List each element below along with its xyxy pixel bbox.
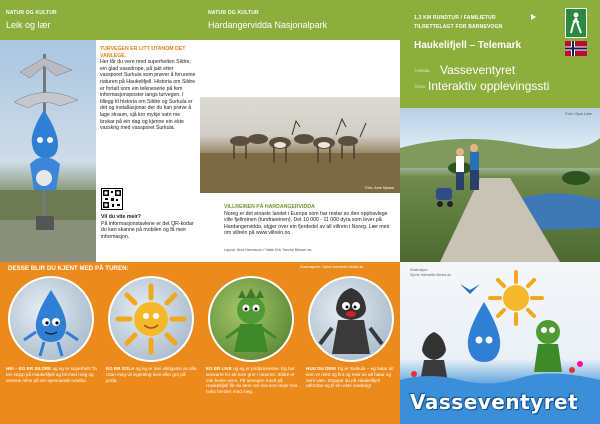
qr-heading: Vil du vite meir? <box>101 214 141 220</box>
sildre-illustration <box>10 278 92 360</box>
character-live-desc: og eg er jordprinsesse. Eg har ansvaret for alt som gror i naturen. Sildre er min beste venn. På turvegen rundt på Haukelifjell får du lære om kva som skjer hos noko hender med meg. <box>206 366 298 395</box>
character-sildre-lead: HEI – EG ER SILDRE <box>6 366 52 371</box>
character-live-portrait <box>208 276 294 362</box>
reindeer-heading: VILLREINEN PÅ HARDANGERVIDDA <box>224 204 315 210</box>
sculpture-photo <box>0 40 96 262</box>
characters-illus-credit: Illustrasjoner: Sylvie Interaktiv Media as <box>300 265 364 269</box>
topic-label: TEMA <box>414 84 426 89</box>
hiker-icon <box>565 8 587 38</box>
reindeer-herd-illustration <box>200 97 400 193</box>
reindeer-photo-credit: Foto: Arne Nyland <box>365 186 394 190</box>
qr-text: På informasjonstavlene er det QR-kodar du kan skanne på mobilen og få meir informasjon. <box>101 220 194 240</box>
reindeer-text: Noreg er det einaste landet i Europa som har restar av den opphavlege ville fjellreinen (tundrareinen). Det 10 000 - 11 000 dyra som lever på Hardangervidda, utgjer over ein fjerdedel av all villrein i Noreg. Lær meir om villrein på www.villrein.no <box>224 210 390 237</box>
layout-credit: Layout: Nina Naemsoot // Vaikk Erik Tanche Nilssen as. <box>224 248 313 252</box>
qr-info <box>101 214 197 240</box>
character-sola-desc: og eg er den viktigaste av alle. Utan meg vil ingenting leve eller gro på jorda. <box>106 366 198 383</box>
character-surkula-portrait <box>308 276 394 362</box>
family-photo-credit: Foto: Oyvo Laire <box>565 112 592 116</box>
subtitle-line-1: 1,3 KM RUNDTUR / FAMILIETUR <box>414 15 496 21</box>
topic-value: Interaktiv opplevingssti <box>428 79 550 93</box>
norway-flag-graphic <box>565 41 587 56</box>
character-sola-portrait <box>108 276 194 362</box>
characters-band <box>0 262 400 424</box>
character-sola-lead: EG ER SOLA <box>106 366 135 371</box>
family-hike-illustration <box>400 108 600 262</box>
character-sildre-text <box>6 366 98 383</box>
character-sola-text <box>106 366 198 383</box>
panel-1-title: Leik og lær <box>6 20 51 30</box>
cover-illus-credit: Sylvie Interaktiv Media as <box>410 273 451 277</box>
reindeer-photo <box>200 97 400 193</box>
surkula-illustration <box>310 278 392 360</box>
panel-1-category: NATUR OG KULTUR <box>6 10 57 16</box>
panel-2-category: NATUR OG KULTUR <box>208 10 259 16</box>
panel-1-text-column <box>100 46 196 132</box>
character-live-lead: EG ER LIVE <box>206 366 232 371</box>
location-title: Haukelifjell – Telemark <box>414 40 522 51</box>
theme-value: Vasseventyret <box>440 63 516 77</box>
character-surkula-desc: Eg er Surkula – eg hatar alt som er reint og fint og meir av alt hatar eg reint vatn. Stoppar du på Haukelifjell utfordrar eg til ein ekte vasskrig! <box>306 366 394 389</box>
characters-heading: DESSE BLIR DU KJENT MED PÅ TUREN: <box>8 265 129 272</box>
arrow-right-icon <box>531 14 536 20</box>
qr-code-graphic <box>102 189 122 209</box>
panel-3-header <box>400 0 600 108</box>
intro-heading: TURVEGEN ER LITT UTANOM DET VANLEGE. <box>100 46 186 59</box>
norway-flag-icon <box>565 41 587 56</box>
stroller-figure <box>436 188 453 207</box>
cover-illustration <box>400 262 600 424</box>
panel-2-header <box>200 0 400 40</box>
character-live-text <box>206 366 300 395</box>
cover-illus-label: Illustrasjon: <box>410 268 429 272</box>
brand-logo-text: Vasseventyret <box>410 390 579 414</box>
live-illustration <box>210 278 292 360</box>
character-sildre-portrait <box>8 276 94 362</box>
character-surkula-text <box>306 366 398 389</box>
panel-1-header <box>0 0 200 40</box>
character-sildre-desc: og eg er superhelt! Ta ein stopp på Haukelifjell og bli med meg og venene mine på ein spennande rundtur. <box>6 366 97 383</box>
intro-text: Her får du vere med superhelten Sildre, ein glad vassdrope, på jakt etter vassporet Surkula som prøver å forureine naturen på Haukelifjell. Historia om Sildre er fortalt som ein teikneserie på fem informasjonsposter langs turvegen. I tillegg til historia om Sildre og Surkula er det og installasjonar der du kan prøve å lage straum, sjå kor mykje vatn me brukar på ein dag og kjenne ein ekte vasskrig med vassporet Surkula. <box>100 59 196 132</box>
family-hike-photo <box>400 108 600 262</box>
character-surkula-lead: HUU DU DER! <box>306 366 337 371</box>
panel-2-title: Hardangervidda Nasjonalpark <box>208 20 328 30</box>
sculpture-illustration <box>0 40 96 262</box>
hiker-figure <box>566 9 586 37</box>
sola-illustration <box>110 278 192 360</box>
subtitle-line-2: TILRETTELAGT FOR BARNEVOGN <box>414 24 503 30</box>
theme-label: TURMÅL <box>414 68 431 73</box>
reindeer-info <box>224 204 394 237</box>
qr-code[interactable] <box>101 188 123 210</box>
